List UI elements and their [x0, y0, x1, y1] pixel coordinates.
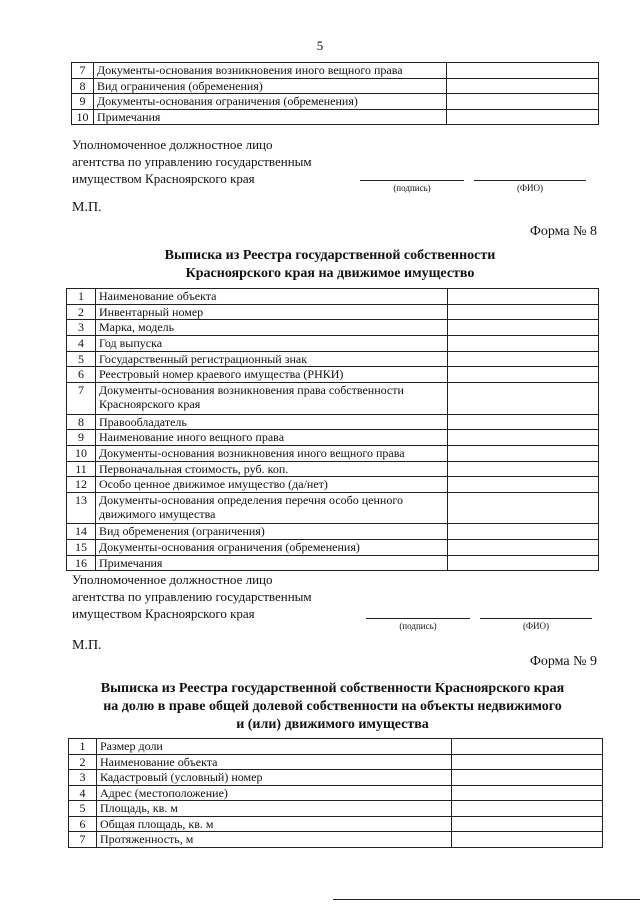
value-cell[interactable] [452, 816, 603, 832]
stamp-label: М.П. [72, 200, 102, 215]
value-cell[interactable] [452, 770, 603, 786]
table-row [72, 94, 599, 110]
row-label: Примечания [96, 555, 448, 571]
value-cell[interactable] [448, 351, 599, 367]
row-label: Вид ограничения (обременения) [94, 78, 447, 94]
row-label: Площадь, кв. м [97, 801, 452, 817]
value-cell[interactable] [447, 94, 599, 110]
stamp-label: М.П. [72, 638, 102, 653]
row-number: 3 [67, 320, 96, 336]
row-number: 16 [67, 555, 96, 571]
table-row [69, 770, 603, 786]
name-line [480, 618, 592, 619]
signatory-line: имуществом Красноярского края [72, 171, 255, 186]
table-row [67, 430, 599, 446]
registry-table-continued [71, 62, 599, 125]
row-label: Адрес (местоположение) [97, 785, 452, 801]
value-cell[interactable] [448, 461, 599, 477]
row-number: 4 [67, 336, 96, 352]
row-number: 3 [69, 770, 97, 786]
value-cell[interactable] [448, 445, 599, 461]
table-row [67, 414, 599, 430]
signatory-line: Уполномоченное должностное лицо [72, 137, 273, 152]
table-row [67, 492, 599, 523]
row-label: Протяженность, м [97, 832, 452, 848]
table-row [69, 832, 603, 848]
row-label: Правообладатель [96, 414, 448, 430]
value-cell[interactable] [448, 304, 599, 320]
row-number: 8 [67, 414, 96, 430]
row-label: Вид обременения (ограничения) [96, 524, 448, 540]
row-number: 11 [67, 461, 96, 477]
table-row [67, 461, 599, 477]
value-cell[interactable] [448, 477, 599, 493]
table-row [67, 383, 599, 414]
value-cell[interactable] [448, 492, 599, 523]
table-row [67, 540, 599, 556]
value-cell[interactable] [448, 430, 599, 446]
value-cell[interactable] [448, 524, 599, 540]
table-row [72, 63, 599, 79]
row-number: 14 [67, 524, 96, 540]
signatory-title [72, 571, 372, 622]
value-cell[interactable] [448, 289, 599, 305]
row-label: Общая площадь, кв. м [97, 816, 452, 832]
form-number: Форма № 9 [529, 654, 597, 669]
form-title [60, 247, 600, 283]
row-number: 4 [69, 785, 97, 801]
table-row [67, 304, 599, 320]
signatory-line: Уполномоченное должностное лицо [72, 572, 273, 587]
value-cell[interactable] [452, 832, 603, 848]
row-label: Кадастровый (условный) номер [97, 770, 452, 786]
value-cell[interactable] [448, 414, 599, 430]
row-label: Размер доли [97, 739, 452, 755]
row-number: 7 [72, 63, 94, 79]
signature-line [366, 618, 470, 619]
table-row [67, 320, 599, 336]
table-row [67, 336, 599, 352]
row-number: 1 [69, 739, 97, 755]
form-title [55, 680, 610, 734]
table-row [69, 785, 603, 801]
name-line [474, 180, 586, 181]
row-number: 5 [67, 351, 96, 367]
row-number: 6 [67, 367, 96, 383]
row-label: Документы-основания возникновения иного вещного права [96, 445, 448, 461]
row-number: 7 [69, 832, 97, 848]
signatory-line: агентства по управлению государственным [72, 154, 312, 169]
row-label: Примечания [94, 109, 447, 125]
row-number: 8 [72, 78, 94, 94]
table-row [72, 78, 599, 94]
value-cell[interactable] [452, 785, 603, 801]
signature-caption: (подпись) [393, 183, 431, 193]
table-row [69, 754, 603, 770]
table-row [67, 445, 599, 461]
title-line: Выписка из Реестра государственной собственности Красноярского края [100, 681, 565, 696]
signatory-title [72, 136, 372, 187]
title-line: Красноярского края на движимое имущество [185, 266, 475, 281]
value-cell[interactable] [447, 109, 599, 125]
name-caption: (ФИО) [522, 621, 550, 631]
value-cell[interactable] [448, 555, 599, 571]
row-number: 2 [69, 754, 97, 770]
row-label: Документы-основания ограничения (обременения) [94, 94, 447, 110]
page-number: 5 [316, 38, 324, 53]
table-row [67, 367, 599, 383]
row-number: 13 [67, 492, 96, 523]
row-number: 7 [67, 383, 96, 414]
row-number: 10 [67, 445, 96, 461]
registry-table-form8 [66, 288, 599, 571]
row-number: 6 [69, 816, 97, 832]
table-row [67, 351, 599, 367]
bottom-rule [333, 899, 640, 900]
value-cell[interactable] [447, 78, 599, 94]
signatory-line: агентства по управлению государственным [72, 589, 312, 604]
name-caption: (ФИО) [516, 183, 544, 193]
row-label: Государственный регистрационный знак [96, 351, 448, 367]
row-label: Документы-основания возникновения иного вещного права [94, 63, 447, 79]
title-line: на долю в праве общей долевой собственности на объекты недвижимого [103, 699, 562, 714]
row-number: 1 [67, 289, 96, 305]
table-row [67, 555, 599, 571]
row-number: 10 [72, 109, 94, 125]
row-number: 9 [67, 430, 96, 446]
signatory-line: имуществом Красноярского края [72, 606, 255, 621]
value-cell[interactable] [448, 540, 599, 556]
row-label: Марка, модель [96, 320, 448, 336]
row-label: Наименование объекта [97, 754, 452, 770]
row-label: Особо ценное движимое имущество (да/нет) [96, 477, 448, 493]
form-number: Форма № 8 [529, 224, 597, 239]
registry-table-form9 [68, 738, 603, 848]
value-cell[interactable] [452, 739, 603, 755]
table-row [67, 289, 599, 305]
table-row [69, 739, 603, 755]
title-line: и (или) движимого имущества [236, 717, 429, 732]
row-label: Наименование иного вещного права [96, 430, 448, 446]
value-cell[interactable] [452, 801, 603, 817]
signature-line [360, 180, 464, 181]
table-row [67, 524, 599, 540]
row-label: Инвентарный номер [96, 304, 448, 320]
row-label: Наименование объекта [96, 289, 448, 305]
value-cell[interactable] [448, 367, 599, 383]
value-cell[interactable] [448, 336, 599, 352]
row-number: 5 [69, 801, 97, 817]
row-label: Первоначальная стоимость, руб. коп. [96, 461, 448, 477]
row-label: Реестровый номер краевого имущества (РНКИ) [96, 367, 448, 383]
title-line: Выписка из Реестра государственной собственности [164, 248, 496, 263]
value-cell[interactable] [452, 754, 603, 770]
table-row [69, 801, 603, 817]
table-row [67, 477, 599, 493]
value-cell[interactable] [448, 383, 599, 414]
row-number: 9 [72, 94, 94, 110]
row-label: Год выпуска [96, 336, 448, 352]
row-label: Документы-основания ограничения (обременения) [96, 540, 448, 556]
row-number: 15 [67, 540, 96, 556]
row-number: 2 [67, 304, 96, 320]
value-cell[interactable] [448, 320, 599, 336]
table-row [69, 816, 603, 832]
table-row [72, 109, 599, 125]
signature-caption: (подпись) [399, 621, 437, 631]
row-number: 12 [67, 477, 96, 493]
row-label: Документы-основания возникновения права собственности Красноярского края [96, 383, 448, 414]
value-cell[interactable] [447, 63, 599, 79]
row-label: Документы-основания определения перечня особо ценного движимого имущества [96, 492, 448, 523]
